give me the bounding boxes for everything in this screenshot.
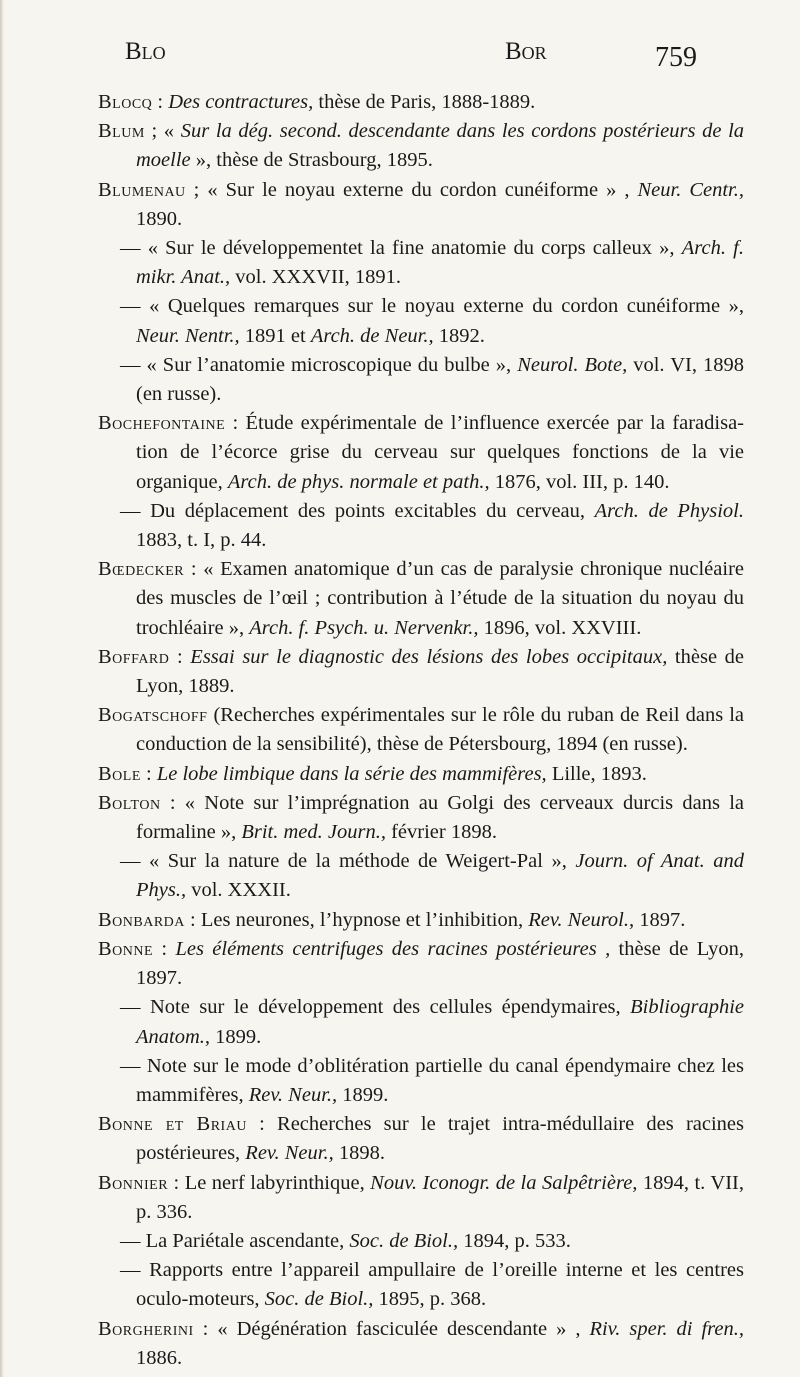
bibliography-subentry [98, 993, 744, 1051]
page-edge-shadow [0, 0, 4, 1377]
entry-text: « [163, 120, 181, 143]
entry-author: Blum [98, 120, 145, 143]
entry-text: thèse de Paris, 1888-1889. [313, 91, 536, 113]
entry-separator: : [169, 645, 191, 668]
bibliography-entry [98, 176, 744, 234]
entry-text: 1890. [136, 207, 183, 230]
entry-text: (Recherches expérimentales sur le rôle du ruban de Reil dans la conduction de la sensibilité), thèse de Pétersbourg, 1894 (en russe). [136, 704, 744, 756]
entry-title-italic: Bibliographie Anatom., [136, 996, 745, 1048]
entry-separator: ; [144, 120, 164, 143]
entry-separator: : [152, 91, 169, 113]
entry-author: Bogatschoff [98, 704, 208, 727]
bibliography-subentry [98, 234, 744, 292]
entry-text: Le nerf labyrinthique, [184, 1171, 371, 1194]
entry-separator: : [153, 937, 176, 960]
entry-text: Note sur le mode d’oblitération partielle du canal épendymaire chez les mammifères, [136, 1054, 744, 1106]
entry-separator: — [120, 1229, 146, 1252]
entry-text: « Examen anatomique d’un cas de paralysie chronique nucléaire des muscles de l’œil ; contribution à l’étude de la situation du noyau du trochléaire », [136, 558, 744, 639]
bibliography-entry [98, 117, 744, 175]
entry-text: février 1898. [385, 821, 497, 844]
entry-text: 1897. [634, 908, 686, 931]
entry-text: 1886. [136, 1346, 183, 1369]
entry-separator: : [184, 908, 201, 931]
entry-text: vol. XXXII. [186, 879, 291, 902]
bibliography-subentry [98, 351, 744, 409]
entry-text: « Note sur l’imprégnation au Golgi des cerveaux durcis dans la formaline », [136, 791, 744, 844]
entry-title-italic: Neur. Centr., [637, 178, 744, 201]
entry-text: Étude expérimentale de l’influence exercée par la faradisa-tion de l’écorce grise du cerveau sur quelques fonctions de la vie organique, [136, 412, 744, 493]
entry-text: », thèse de Strasbourg, 1895. [190, 149, 433, 172]
bibliography-subentry [98, 497, 744, 555]
entry-title-italic: Rev. Neurol., [528, 908, 635, 931]
entry-text: « Sur le développementet la fine anatomie du corps calleux », [147, 237, 682, 260]
entry-text: 1899. [337, 1083, 389, 1106]
entry-text: 1892. [433, 324, 485, 347]
entry-text: « Dégénération fasciculée descendante » , [217, 1317, 590, 1340]
entry-text: La Pariétale ascendante, [145, 1229, 350, 1252]
entry-separator: ; [185, 178, 208, 201]
entry-text: 1891 et [239, 324, 311, 347]
bibliography-entry [98, 906, 744, 935]
entry-text: 1895, p. 368. [373, 1288, 487, 1311]
bibliography-subentry [98, 292, 744, 350]
entry-author: Bœdecker [98, 558, 185, 581]
entry-text: 1899. [210, 1025, 262, 1048]
entry-text: thèse de Lyon, 1897. [136, 937, 744, 990]
entry-title-italic: Brit. med. Journ., [241, 821, 386, 844]
entry-separator: — [120, 499, 151, 522]
bibliography-subentry [98, 1256, 744, 1314]
entry-title-italic: Arch. f. Psych. u. Nervenkr., [249, 616, 479, 639]
bibliography-subentry [98, 1227, 744, 1256]
entry-title-italic: Rev. Neur., [248, 1083, 338, 1106]
entry-text: Recherches sur le trajet intra-médullaire des racines postérieures, [136, 1113, 744, 1165]
entry-author: Blocq [98, 91, 153, 113]
bibliography-entry [98, 789, 744, 847]
entry-text: thèse de Lyon, 1889. [136, 645, 744, 698]
entry-author: Bonbarda [98, 908, 185, 931]
entry-separator: — [120, 850, 150, 873]
entry-author: Bonnier [98, 1171, 169, 1194]
entry-text: vol. VI, 1898 (en russe). [136, 353, 744, 406]
entry-author: Borgherini [98, 1317, 194, 1340]
entry-text: vol. XXXVII, 1891. [230, 266, 401, 289]
entry-title-italic: Soc. de Biol., [349, 1229, 459, 1252]
entry-title-italic: Sur la dég. second. descendante dans les cordons postérieurs de la moelle [136, 120, 745, 172]
header-right-keyword: Bor [505, 38, 547, 65]
bibliography-entry [98, 935, 744, 993]
entry-separator: : [160, 791, 185, 814]
bibliography-entry [98, 643, 744, 701]
entry-author: Boffard [98, 645, 170, 668]
entry-text: 1883, t. I, p. 44. [136, 529, 267, 552]
header-left-keyword: Blo [125, 38, 166, 65]
bibliography-entry [98, 701, 744, 759]
page-number: 759 [655, 42, 697, 73]
entry-separator: — [120, 353, 147, 376]
entry-text: « Sur l’anatomie microscopique du bulbe », [146, 353, 518, 376]
entry-text: Rapports entre l’appareil ampullaire de l’oreille interne et les centres oculo-moteurs, [136, 1259, 744, 1311]
entry-title-italic: Arch. de Physiol. [594, 499, 745, 522]
entry-separator: : [193, 1317, 218, 1340]
entry-title-italic: Soc. de Biol., [264, 1288, 374, 1311]
entry-text: 1896, vol. XXVIII. [478, 616, 642, 639]
entry-title-italic: Arch. de phys. normale et path., [227, 470, 490, 493]
entry-author: Bonne [98, 937, 154, 960]
entry-title-italic: Riv. sper. di fren., [589, 1317, 744, 1340]
entry-separator: — [120, 237, 148, 260]
entry-separator: : [184, 558, 204, 581]
entry-text: 1876, vol. III, p. 140. [489, 470, 670, 493]
entry-text: 1898. [333, 1142, 385, 1165]
bibliography-entry [98, 1315, 744, 1373]
entry-separator: : [140, 762, 157, 785]
entry-separator: — [120, 996, 150, 1019]
entry-title-italic: Neur. Nentr., [136, 324, 240, 347]
entry-text: Lille, 1893. [546, 762, 647, 785]
entry-author: Bolton [98, 791, 161, 814]
entry-title-italic: Rev. Neur., [245, 1142, 334, 1165]
entry-title-italic: Journ. of Anat. and Phys., [136, 850, 744, 902]
entry-title-italic: Les éléments centrifuges des racines postérieures , [175, 937, 611, 960]
entry-separator: : [168, 1171, 185, 1194]
bibliography-entry [98, 760, 744, 789]
entry-title-italic: Des contractures, [168, 91, 314, 113]
bibliography-subentry [98, 847, 744, 905]
entry-title-italic: Neurol. Bote, [517, 353, 628, 376]
bibliography-entry [98, 409, 744, 497]
entry-text: 1894, p. 533. [458, 1229, 571, 1252]
entry-title-italic: Nouv. Iconogr. de la Salpêtrière, [370, 1171, 638, 1194]
entry-author: Bole [98, 762, 141, 785]
entry-text: « Sur le noyau externe du cordon cunéiforme » , [207, 178, 638, 201]
running-header [0, 38, 800, 78]
entry-title-italic: Essai sur le diagnostic des lésions des lobes occipitaux, [190, 645, 668, 668]
entry-author: Bochefontaine [98, 412, 226, 435]
entry-separator: — [120, 1259, 150, 1282]
entry-text: « Quelques remarques sur le noyau externe du cordon cunéiforme », [149, 295, 745, 318]
entry-separator: — [120, 295, 150, 318]
bibliography-entry [98, 1169, 744, 1227]
entry-text: « Sur la nature de la méthode de Weigert-Pal », [149, 850, 576, 873]
bibliography-entry [98, 555, 744, 643]
entry-text: Du déplacement des points excitables du cerveau, [150, 499, 595, 522]
entry-title-italic: Arch. de Neur., [310, 324, 434, 347]
entry-text: Note sur le développement des cellules épendymaires, [149, 996, 631, 1019]
entry-author: Blumenau [98, 178, 186, 201]
bibliography-subentry [98, 1052, 744, 1110]
entry-separator: — [120, 1054, 147, 1077]
bibliography-entry [98, 1110, 744, 1168]
entry-separator: : [246, 1113, 278, 1136]
entry-author: Bonne et Briau [98, 1113, 247, 1136]
bibliography-list [98, 88, 744, 1373]
entry-title-italic: Le lobe limbique dans la série des mammifères, [156, 762, 547, 785]
entry-separator: : [225, 412, 246, 435]
entry-text: 1894, t. VII, p. 336. [136, 1171, 744, 1223]
entry-text: Les neurones, l’hypnose et l’inhibition, [200, 908, 529, 931]
entry-title-italic: Arch. f. mikr. Anat., [136, 237, 744, 289]
bibliography-entry [98, 88, 744, 117]
